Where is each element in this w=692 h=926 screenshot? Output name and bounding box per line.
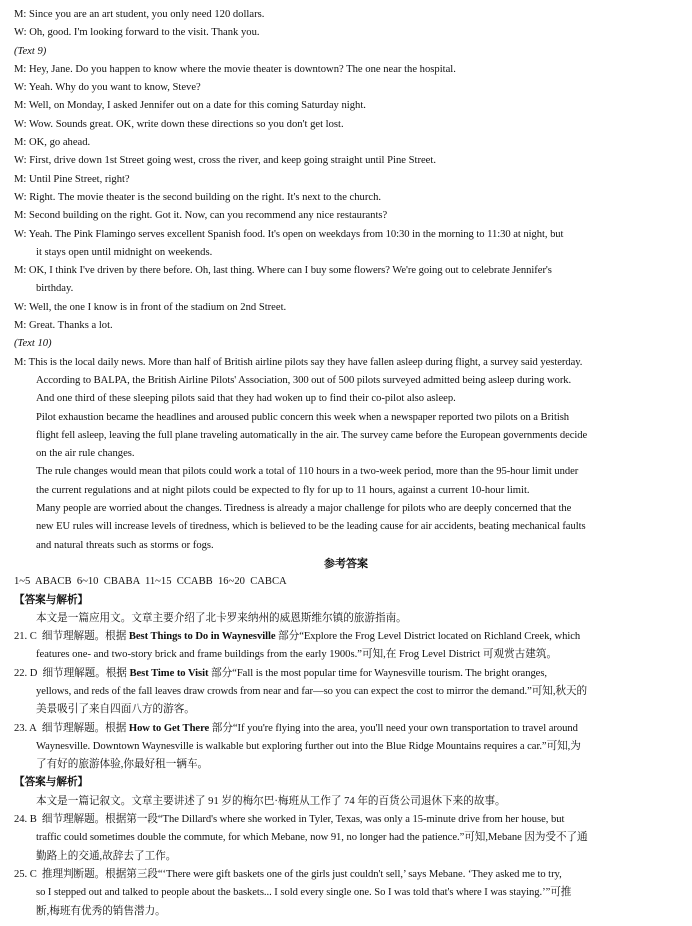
dialogue-line-continued: it stays open until midnight on weekends. <box>36 246 213 258</box>
dialogue-line: M: OK, I think I've driven by there before. Oh, last thing. Where can I buy some flowers? We're going out to celebrate Jennifer's <box>14 265 552 277</box>
section-header: 【答案与解析】 <box>14 594 89 606</box>
question-explanation-21: 21. C 细节理解题。根据 Best Things to Do in Waynesville 部分“Explore the Frog Level District located on Richland Creek, which <box>14 631 581 643</box>
question-explanation-24: 24. B 细节理解题。根据第一段“The Dillard's where she worked in Tyler, Texas, was only a 15-minute drive from her house, but <box>14 814 565 826</box>
news-line: on the air rule changes. <box>36 448 135 460</box>
news-line: And one third of these sleeping pilots said that they had woken up to find their co-pilot also asleep. <box>36 393 456 405</box>
dialogue-line: W: Wow. Sounds great. OK, write down these directions so you don't get lost. <box>14 118 344 130</box>
dialogue-line: M: Second building on the right. Got it. Now, can you recommend any nice restaurants? <box>14 210 388 222</box>
explanation-line: 美景吸引了来自四面八方的游客。 <box>36 704 195 716</box>
dialogue-line: M: OK, go ahead. <box>14 137 91 149</box>
news-line: flight fell asleep, leaving the full plane traveling automatically in the air. The survey came before the European governments decide <box>36 429 588 441</box>
explanation-line: so I stepped out and talked to people about the baskets... I sold every single one. So I was told that's where I was staying.’”可推 <box>36 887 572 899</box>
question-explanation-25: 25. C 推理判断题。根据第三段“‘There were gift baskets one of the girls just couldn't sell,’ says Mebane. ‘They asked me to try, <box>14 868 562 880</box>
explanation-line: Waynesville. Downtown Waynesville is walkable but exploring further out into the Blue Ridge Mountains requires a car.”可知,为 <box>36 740 581 752</box>
dialogue-line: M: Hey, Jane. Do you happen to know where the movie theater is downtown? The one near the hospital. <box>14 63 456 75</box>
news-line: Pilot exhaustion became the headlines and aroused public concern this week when a newspaper reported two pilots on a British <box>36 411 570 423</box>
answers-key: 1~5 ABACB 6~10 CBABA 11~15 CCABB 16~20 CABCA <box>14 576 287 588</box>
news-line: the current regulations and at night pilots could be expected to fly for up to 11 hours, against a current 10-hour limit. <box>36 484 530 496</box>
section-reference: Best Things to Do in Waynesville <box>128 631 276 643</box>
section-reference: How to Get There <box>128 722 210 734</box>
explanation-line: 断,梅班有优秀的销售潜力。 <box>36 905 166 917</box>
dialogue-line: M: Until Pine Street, right? <box>14 173 130 185</box>
dialogue-line: W: Oh, good. I'm looking forward to the visit. Thank you. <box>14 27 260 39</box>
explanation-line: features one- and two-story brick and frame buildings from the early 1900s.”可知,在 Frog Level District 可观赏古建筑。 <box>36 649 558 661</box>
question-number: 23. A <box>14 722 37 734</box>
news-line: and natural threats such as storms or fogs. <box>36 539 214 551</box>
section-header: 【答案与解析】 <box>14 777 89 789</box>
dialogue-line-continued: birthday. <box>36 283 74 295</box>
dialogue-line: M: Great. Thanks a lot. <box>14 320 113 332</box>
question-number: 21. C <box>14 631 37 643</box>
explanation-line: traffic could sometimes double the commute, for which Mebane, now 91, no longer had the patience.”可知,Mebane 因为受不了通 <box>36 832 588 844</box>
section-intro: 本文是一篇应用文。文章主要介绍了北卡罗来纳州的威恩斯维尔镇的旅游指南。 <box>36 612 407 624</box>
question-explanation-22: 22. D 细节理解题。根据 Best Time to Visit 部分“Fall is the most popular time for Waynesville tourism. The bright oranges, <box>14 667 548 679</box>
dialogue-line: W: Yeah. Why do you want to know, Steve? <box>14 82 201 94</box>
question-number: 25. C <box>14 868 37 880</box>
dialogue-line: W: Right. The movie theater is the second building on the right. It's next to the church. <box>14 191 382 203</box>
section-reference: Best Time to Visit <box>129 667 209 679</box>
question-number: 24. B <box>14 814 37 826</box>
news-line: new EU rules will increase levels of tiredness, which is believed to be the leading cause for air accidents, beating mechanical faults <box>36 521 586 533</box>
dialogue-line: W: Yeah. The Pink Flamingo serves excellent Spanish food. It's open on weekdays from 10:30 in the morning to 11:30 at night, but <box>14 228 564 240</box>
question-number: 22. D <box>14 667 38 679</box>
dialogue-line: M: Since you are an art student, you only need 120 dollars. <box>14 9 265 20</box>
news-line: M: This is the local daily news. More than half of British airline pilots say they have fallen asleep during flight, a survey said yesterday. <box>14 356 583 368</box>
section-intro: 本文是一篇记叙文。文章主要讲述了 91 岁的梅尔巴·梅班从工作了 74 年的百货公司退休下来的故事。 <box>36 795 506 807</box>
explanation-line: 勤路上的交通,故辞去了工作。 <box>36 850 177 862</box>
text10-label: (Text 10) <box>14 338 52 350</box>
answers-title: 参考答案 <box>324 557 368 570</box>
dialogue-line: W: Well, the one I know is in front of the stadium on 2nd Street. <box>14 301 287 313</box>
explanation-line: yellows, and reds of the fall leaves draw crowds from near and far—so you can expect the cost to mirror the demand.”可知,秋天的 <box>36 685 588 697</box>
text9-label: (Text 9) <box>14 45 47 57</box>
question-explanation-23: 23. A 细节理解题。根据 How to Get There 部分“If you're flying into the area, you'll need your own transportation to travel around <box>14 722 578 734</box>
dialogue-line: M: Well, on Monday, I asked Jennifer out on a date for this coming Saturday night. <box>14 100 366 112</box>
dialogue-line: W: First, drive down 1st Street going west, cross the river, and keep going straight until Pine Street. <box>14 155 436 167</box>
explanation-line: 了有好的旅游体验,你最好租一辆车。 <box>36 759 209 771</box>
news-line: The rule changes would mean that pilots could work a total of 110 hours in a two-week period, more than the 95-hour limit under <box>36 466 579 478</box>
news-line: According to BALPA, the British Airline Pilots' Association, 300 out of 500 pilots surveyed admitted being asleep during work. <box>36 374 572 386</box>
news-line: Many people are worried about the changes. Tiredness is already a major challenge for pilots who are deeply concerned that the <box>36 503 572 515</box>
